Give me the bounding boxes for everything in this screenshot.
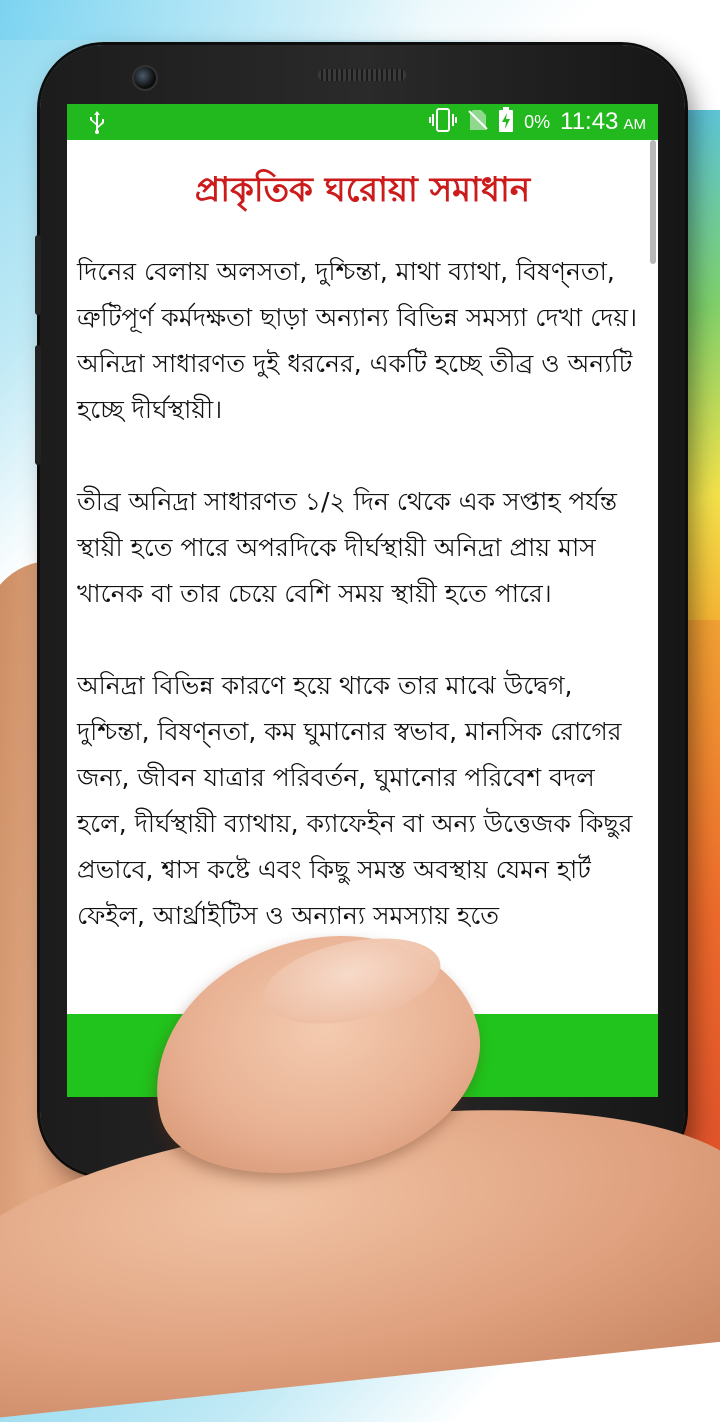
earpiece-speaker (318, 69, 406, 81)
usb-icon (87, 110, 107, 134)
front-camera (132, 65, 158, 91)
volume-button (35, 235, 41, 315)
clock-ampm: AM (623, 116, 646, 133)
scrollbar[interactable] (650, 140, 656, 264)
background-top-gradient (0, 0, 720, 40)
article-title: প্রাকৃতিক ঘরোয়া সমাধান (194, 170, 531, 210)
clock (560, 108, 646, 136)
clock-time: 11:43 (560, 108, 619, 135)
article-paragraph: তীব্র অনিদ্রা সাধারণত ১/২ দিন থেকে এক সপ্তাহ পর্যন্ত স্থায়ী হতে পারে অপরদিকে দীর্ঘস্থায়ী অনিদ্রা প্রায় মাস খানেক বা তার চেয়ে বেশি সময় স্থায়ী হতে পারে। (77, 487, 618, 608)
no-sim-icon (468, 108, 488, 136)
article-paragraph: দিনের বেলায় অলসতা, দুশ্চিন্তা, মাথা ব্যাথা, বিষণ্নতা, ত্রুটিপূর্ণ কর্মদক্ষতা ছাড়া অন্যান্য বিভিন্ন সমস্যা দেখা দেয়। অনিদ্রা সাধারণত দুই ধরনের, একটি হচ্ছে তীব্র ও অন্যটি হচ্ছে দীর্ঘস্থায়ী। (77, 257, 638, 424)
status-bar (67, 104, 658, 140)
side-button (35, 345, 41, 465)
vibrate-icon (428, 108, 458, 136)
article-paragraph: অনিদ্রা বিভিন্ন কারণে হয়ে থাকে তার মাঝে উদ্বেগ, দুশ্চিন্তা, বিষণ্নতা, কম ঘুমানোর স্বভাব, মানসিক রোগের জন্য, জীবন যাত্রার পরিবর্তন, ঘুমানোর পরিবেশ বদল হলে, দীর্ঘস্থায়ী ব্যাথায়, ক্যাফেইন বা অন্য উত্তেজক কিছুর প্রভাবে, শ্বাস কষ্টে এবং কিছু সমস্ত অবস্থায় যেমন হার্ট ফেইল, আর্থ্রাইটিস ও অন্যান্য সমস্যায় হতে (77, 671, 633, 930)
battery-charging-icon (498, 107, 514, 137)
article-content[interactable] (67, 140, 658, 1014)
battery-percent: 0% (524, 111, 551, 132)
